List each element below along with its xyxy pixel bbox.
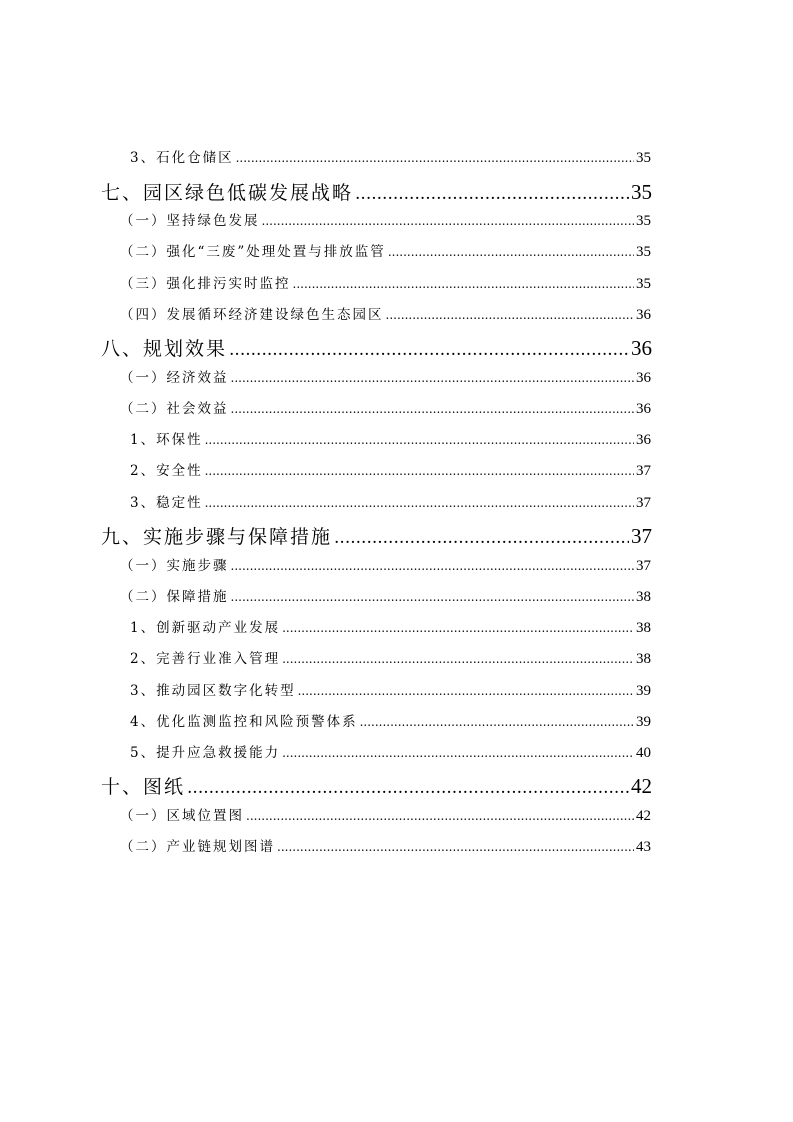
toc-chapter-entry[interactable] xyxy=(101,772,652,796)
dot-leader xyxy=(205,495,634,511)
toc-entry[interactable] xyxy=(130,428,651,446)
toc-page-number: 35 xyxy=(636,276,651,292)
toc-entry[interactable] xyxy=(120,303,651,321)
toc-entry-label: （二）社会效益 xyxy=(120,401,229,417)
dot-leader xyxy=(282,620,634,636)
toc-entry-label: 2、完善行业准入管理 xyxy=(130,651,281,667)
toc-entry[interactable] xyxy=(130,616,651,634)
dot-leader xyxy=(388,244,634,260)
dot-leader xyxy=(277,839,634,855)
dot-leader xyxy=(298,683,634,699)
toc-page-number: 37 xyxy=(636,495,651,511)
dot-leader xyxy=(231,589,635,605)
dot-leader xyxy=(231,558,635,574)
toc-page-number: 38 xyxy=(636,651,651,667)
toc-page-number: 36 xyxy=(636,401,651,417)
toc-entry[interactable] xyxy=(130,146,651,164)
toc-entry[interactable] xyxy=(130,459,651,477)
dot-leader xyxy=(231,401,635,417)
toc-page-number: 36 xyxy=(636,432,651,448)
toc-entry[interactable] xyxy=(130,679,651,697)
toc-entry-label: 九、实施步骤与保障措施 xyxy=(101,526,333,548)
dot-leader xyxy=(187,776,629,798)
toc-page-number: 35 xyxy=(636,244,651,260)
toc-page-number: 37 xyxy=(636,463,651,479)
toc-entry-label: （一）经济效益 xyxy=(120,370,229,386)
toc-page-number: 37 xyxy=(631,524,652,548)
toc-entry[interactable] xyxy=(130,491,651,509)
dot-leader xyxy=(229,338,629,360)
toc-page-number: 40 xyxy=(636,745,651,761)
toc-page-number: 36 xyxy=(636,370,651,386)
toc-entry[interactable] xyxy=(120,272,651,290)
toc-page-number: 43 xyxy=(636,839,651,855)
toc-entry-label: 5、提升应急救援能力 xyxy=(130,745,281,761)
dot-leader xyxy=(386,307,635,323)
toc-entry[interactable] xyxy=(120,366,651,384)
toc-entry-label: 十、图纸 xyxy=(101,776,186,798)
toc-chapter-entry[interactable] xyxy=(101,178,652,202)
toc-entry[interactable] xyxy=(120,585,651,603)
toc-page-number: 35 xyxy=(636,213,651,229)
toc-entry[interactable] xyxy=(130,741,651,759)
toc-page-number: 37 xyxy=(636,558,651,574)
toc-page-number: 42 xyxy=(636,808,651,824)
dot-leader xyxy=(205,463,634,479)
toc-chapter-entry[interactable] xyxy=(101,522,652,546)
toc-entry-label: （一）坚持绿色发展 xyxy=(120,213,260,229)
toc-page-number: 38 xyxy=(636,589,651,605)
toc-page-number: 38 xyxy=(636,620,651,636)
dot-leader xyxy=(360,714,634,730)
toc-entry[interactable] xyxy=(120,209,651,227)
dot-leader xyxy=(282,745,634,761)
toc-entry-label: （三）强化排污实时监控 xyxy=(120,276,291,292)
toc-entry-label: 1、创新驱动产业发展 xyxy=(130,620,281,636)
toc-entry[interactable] xyxy=(120,397,651,415)
toc-page-number: 42 xyxy=(631,774,652,798)
toc-entry-label: 八、规划效果 xyxy=(101,338,228,360)
toc-page-number: 39 xyxy=(636,683,651,699)
toc-entry[interactable] xyxy=(130,710,651,728)
dot-leader xyxy=(205,432,634,448)
dot-leader xyxy=(262,213,635,229)
toc-page-number: 35 xyxy=(631,180,652,204)
toc-entry[interactable] xyxy=(120,804,651,822)
toc-page-number: 36 xyxy=(636,307,651,323)
toc-entry-label: （二）保障措施 xyxy=(120,589,229,605)
toc-entry[interactable] xyxy=(120,835,651,853)
dot-leader xyxy=(231,370,635,386)
toc-entry-label: （四）发展循环经济建设绿色生态园区 xyxy=(120,307,384,323)
toc-page-number: 36 xyxy=(631,336,652,360)
toc-entry-label: 3、稳定性 xyxy=(130,495,203,511)
dot-leader xyxy=(282,651,634,667)
dot-leader xyxy=(293,276,635,292)
dot-leader xyxy=(246,808,634,824)
toc-chapter-entry[interactable] xyxy=(101,334,652,358)
toc-entry-label: 七、园区绿色低碳发展战略 xyxy=(101,182,354,204)
toc-entry-label: （二）强化“三废”处理处置与排放监管 xyxy=(120,244,386,260)
toc-entry-label: 4、优化监测监控和风险预警体系 xyxy=(130,714,358,730)
toc-entry-label: （一）实施步骤 xyxy=(120,558,229,574)
toc-entry-label: 1、环保性 xyxy=(130,432,203,448)
toc-entry[interactable] xyxy=(120,554,651,572)
toc-entry-label: 2、安全性 xyxy=(130,463,203,479)
toc-entry-label: （一）区域位置图 xyxy=(120,808,244,824)
dot-leader xyxy=(236,150,634,166)
toc-entry[interactable] xyxy=(120,240,651,258)
toc-entry-label: （二）产业链规划图谱 xyxy=(120,839,275,855)
toc-entry-label: 3、石化仓储区 xyxy=(130,150,234,166)
toc-page-number: 35 xyxy=(636,150,651,166)
dot-leader xyxy=(355,182,629,204)
dot-leader xyxy=(334,526,629,548)
toc-entry[interactable] xyxy=(130,647,651,665)
toc-page-number: 39 xyxy=(636,714,651,730)
toc-entry-label: 3、推动园区数字化转型 xyxy=(130,683,296,699)
